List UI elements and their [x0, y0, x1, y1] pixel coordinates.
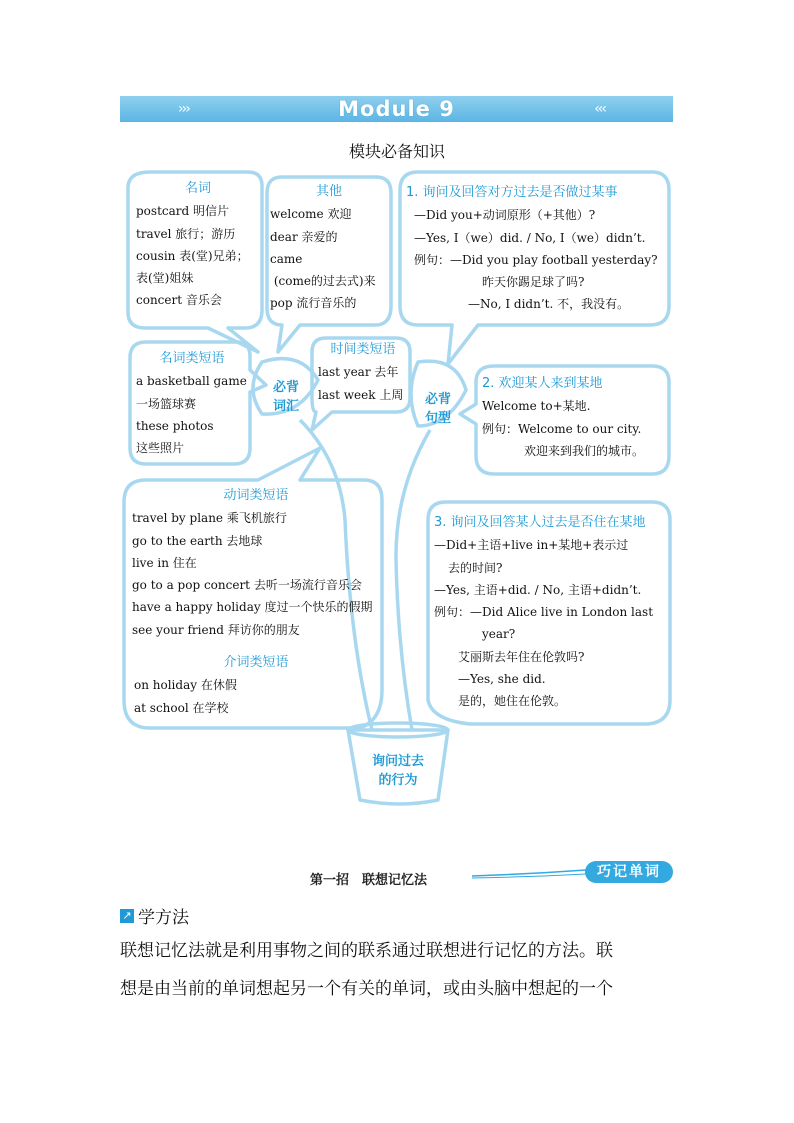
learn-method-label: 学方法 [138, 908, 189, 928]
section-badge: 巧记单词 [585, 861, 673, 883]
learn-method-heading [120, 903, 189, 928]
list-item: —Yes, I（we）did. / No, I（we）didn’t. [414, 230, 646, 245]
pattern3-heading: 3. 询问及回答某人过去是否住在某地 [434, 515, 646, 530]
list-item: cousin 表(堂)兄弟； [136, 248, 249, 263]
list-item: on holiday 在休假 [134, 678, 237, 693]
pattern1-heading: 1. 询问及回答对方过去是否做过某事 [406, 185, 618, 200]
time-phrases-heading: 时间类短语 [330, 342, 396, 357]
list-item: live in 住在 [132, 555, 197, 570]
list-item: came [270, 251, 303, 266]
others-block [270, 181, 388, 315]
list-item: 昨天你踢足球了吗? [482, 275, 585, 290]
pot-label: 询问过去 的行为 [371, 754, 424, 788]
noun-phrases-block [136, 348, 248, 459]
section-arrow-line [470, 862, 588, 882]
list-item: travel by plane 乘飞机旅行 [132, 511, 287, 526]
method-paragraph [120, 932, 680, 1008]
list-item: Welcome to+某地. [482, 399, 591, 414]
sentence-leaf-label: 必背 句型 [424, 392, 451, 426]
banner-left-arrows: ››› [178, 101, 189, 117]
module-title: Module 9 [338, 97, 455, 121]
list-item: 例句：—Did you play football yesterday? [414, 252, 658, 267]
list-item: 去的时间? [448, 560, 503, 575]
list-item: 欢迎来到我们的城市。 [524, 443, 645, 458]
list-item: go to the earth 去地球 [132, 533, 263, 548]
list-item: postcard 明信片 [136, 204, 229, 219]
verb-phrases-block [132, 485, 380, 641]
list-item: 艾丽斯去年住在伦敦吗? [458, 649, 585, 664]
list-item: see your friend 拜访你的朋友 [132, 622, 300, 637]
pattern2-block [482, 373, 666, 462]
list-item: 一场篮球赛 [136, 396, 197, 411]
time-phrases-block [318, 339, 408, 406]
list-item: welcome 欢迎 [270, 207, 352, 222]
list-item: —Yes, she did. [458, 672, 546, 687]
list-item: —No, I didn’t. 不，我没有。 [468, 297, 630, 312]
list-item: travel 旅行；游历 [136, 226, 236, 241]
list-item: pop 流行音乐的 [270, 296, 357, 311]
list-item: —Did you+动词原形（+其他）? [414, 208, 596, 223]
paragraph-line: 联想记忆法就是利用事物之间的联系通过联想进行记忆的方法。联 [120, 941, 613, 961]
list-item: last year 去年 [318, 365, 399, 380]
list-item: last week 上周 [318, 387, 404, 402]
banner-right-arrows: ‹‹‹ [594, 101, 605, 117]
paragraph-line: 想是由当前的单词想起另一个有关的单词，或由头脑中想起的一个 [120, 979, 613, 999]
pattern1-block [406, 182, 666, 316]
prep-phrases-heading: 介词类短语 [223, 655, 289, 670]
list-item: these photos [136, 418, 214, 433]
vocab-leaf-label: 必背 词汇 [272, 380, 299, 414]
list-item: go to a pop concert 去听一场流行音乐会 [132, 578, 362, 593]
list-item: have a happy holiday 度过一个快乐的假期 [132, 600, 373, 615]
list-item: —Did+主语+live in+某地+表示过 [434, 538, 629, 553]
list-item: 例句：—Did Alice live in London last [434, 605, 654, 620]
others-heading: 其他 [315, 184, 342, 199]
list-item: —Yes, 主语+did. / No, 主语+didn’t. [434, 582, 642, 597]
verb-phrases-heading: 动词类短语 [223, 488, 289, 503]
list-item: year? [482, 627, 516, 642]
list-item: 这些照片 [136, 441, 185, 456]
noun-phrases-heading: 名词类短语 [159, 351, 225, 366]
prep-phrases-block [134, 652, 378, 719]
nouns-block [136, 178, 260, 312]
list-item: (come的过去式)来 [270, 274, 376, 289]
list-item: dear 亲爱的 [270, 229, 338, 244]
list-item: 是的，她住在伦敦。 [458, 694, 567, 709]
arrow-up-right-icon: ↗ [120, 909, 134, 923]
pattern3-block [434, 512, 668, 713]
list-item: 例句：Welcome to our city. [482, 421, 642, 436]
list-item: concert 音乐会 [136, 293, 222, 308]
page-subtitle: 模块必备知识 [348, 142, 445, 161]
list-item: 表(堂)姐妹 [136, 271, 194, 286]
list-item: a basketball game [136, 374, 247, 389]
nouns-heading: 名词 [184, 181, 211, 196]
list-item: at school 在学校 [134, 700, 229, 715]
section-title: 第一招 联想记忆法 [310, 873, 428, 888]
pattern2-heading: 2. 欢迎某人来到某地 [482, 376, 603, 391]
